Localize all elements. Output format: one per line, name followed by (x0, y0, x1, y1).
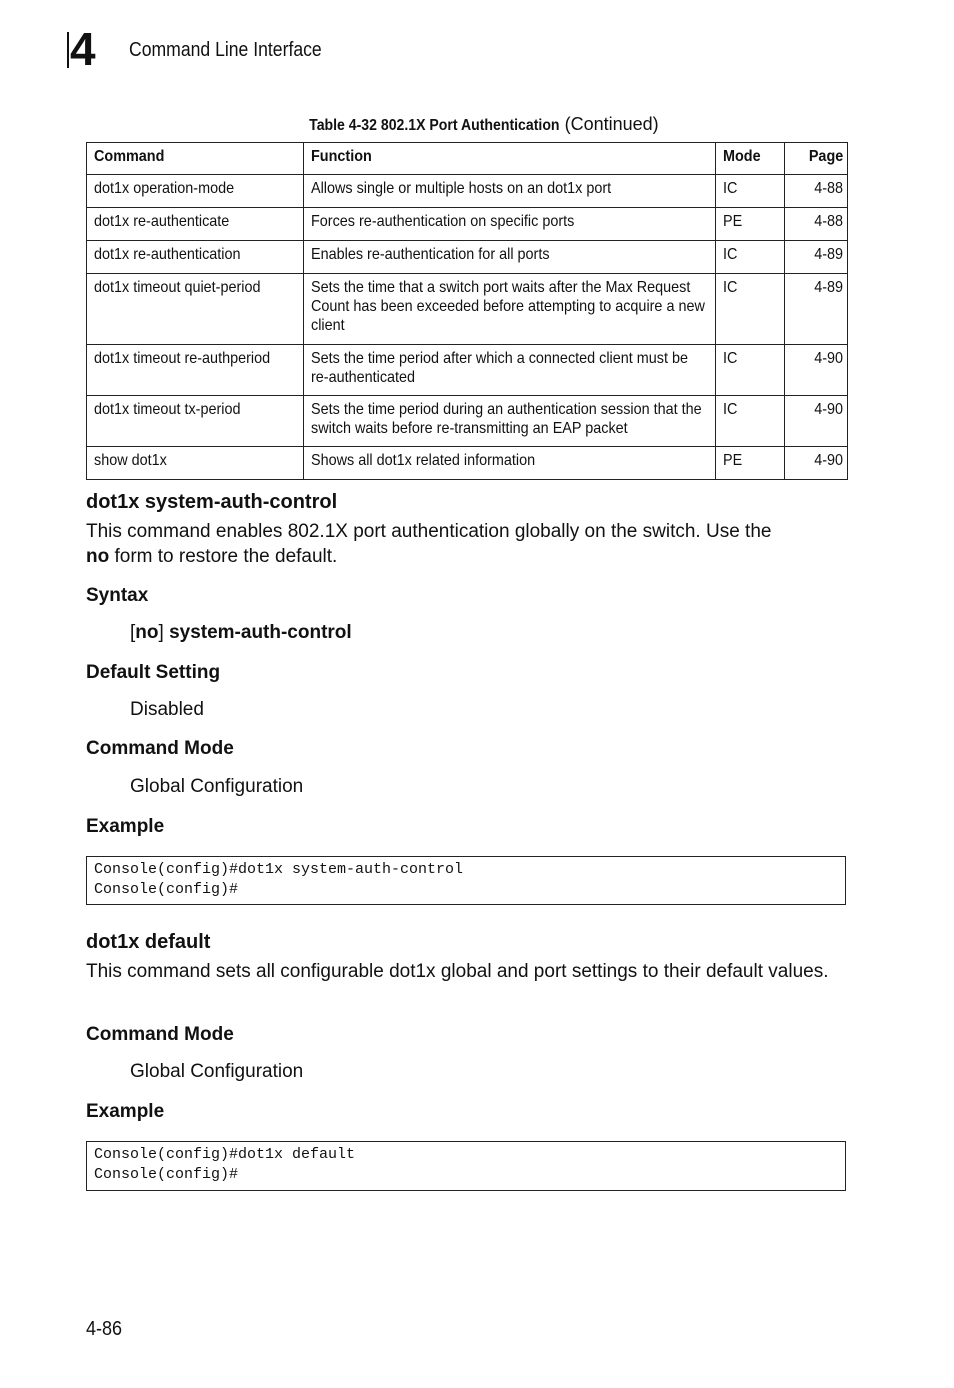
cell-function: Sets the time period during an authentication session that the switch waits before re-transmitting an EAP packet (304, 396, 716, 447)
cell-page: 4-88 (785, 175, 848, 208)
chapter-number: 4 (70, 23, 95, 75)
cell-mode: IC (716, 345, 785, 396)
cell-mode: IC (716, 396, 785, 447)
chapter-marker (67, 23, 105, 75)
command-mode-heading: Command Mode (86, 738, 234, 759)
example-code-block: Console(config)#dot1x system-auth-control Console(config)# (86, 856, 846, 905)
cell-mode: PE (716, 447, 785, 480)
section-description: This command enables 802.1X port authentication globally on the switch. Use the no form to restore the default. (86, 521, 772, 567)
cell-page: 4-90 (785, 396, 848, 447)
cell-page: 4-90 (785, 447, 848, 480)
column-header-function: Function (304, 143, 716, 175)
cell-command: dot1x timeout quiet-period (87, 274, 304, 345)
example-heading: Example (86, 816, 165, 837)
cell-page: 4-88 (785, 208, 848, 241)
table-row (87, 241, 848, 274)
cell-command: dot1x re-authenticate (87, 208, 304, 241)
column-header-command: Command (87, 143, 304, 175)
table-row (87, 396, 848, 447)
table-caption-suffix: (Continued) (564, 114, 659, 134)
cell-command: dot1x operation-mode (87, 175, 304, 208)
syntax-heading: Syntax (86, 585, 149, 606)
cell-mode: IC (716, 274, 785, 345)
section-title-system-auth-control: dot1x system-auth-control (86, 491, 338, 513)
command-mode-value: Global Configuration (130, 1061, 304, 1082)
running-title: Command Line Interface (129, 39, 322, 61)
cell-function: Forces re-authentication on specific ports (304, 208, 716, 241)
cell-function: Allows single or multiple hosts on an dot1x port (304, 175, 716, 208)
cell-function: Sets the time that a switch port waits after the Max Request Count has been exceeded before attempting to acquire a new client (304, 274, 716, 345)
cell-command: dot1x timeout tx-period (87, 396, 304, 447)
default-setting-value: Disabled (130, 699, 204, 720)
page-number: 4-86 (86, 1318, 123, 1340)
command-mode-heading: Command Mode (86, 1024, 234, 1045)
cell-mode: IC (716, 241, 785, 274)
cell-mode: PE (716, 208, 785, 241)
commands-table (86, 142, 848, 480)
command-mode-value: Global Configuration (130, 776, 304, 797)
table-caption (86, 114, 848, 135)
table-row (87, 345, 848, 396)
table-caption-label: Table 4-32 802.1X Port Authentication (309, 117, 560, 134)
cell-mode: IC (716, 175, 785, 208)
section-description: This command sets all configurable dot1x global and port settings to their default values. (86, 961, 829, 982)
syntax-line: [no] system-auth-control (130, 622, 352, 643)
cell-page: 4-90 (785, 345, 848, 396)
cell-page: 4-89 (785, 241, 848, 274)
cell-function: Enables re-authentication for all ports (304, 241, 716, 274)
column-header-mode: Mode (716, 143, 785, 175)
example-heading: Example (86, 1101, 165, 1122)
column-header-page: Page (785, 143, 848, 175)
example-code-block: Console(config)#dot1x default Console(config)# (86, 1141, 846, 1191)
cell-command: dot1x timeout re-authperiod (87, 345, 304, 396)
table-row (87, 208, 848, 241)
default-setting-heading: Default Setting (86, 662, 221, 683)
table-row (87, 175, 848, 208)
section-title-dot1x-default: dot1x default (86, 931, 211, 953)
table-header-row (87, 143, 848, 175)
cell-function: Sets the time period after which a connected client must be re-authenticated (304, 345, 716, 396)
table-row (87, 274, 848, 345)
table-row (87, 447, 848, 480)
cell-command: show dot1x (87, 447, 304, 480)
cell-page: 4-89 (785, 274, 848, 345)
cell-function: Shows all dot1x related information (304, 447, 716, 480)
chapter-marker-bar (67, 32, 69, 68)
cell-command: dot1x re-authentication (87, 241, 304, 274)
